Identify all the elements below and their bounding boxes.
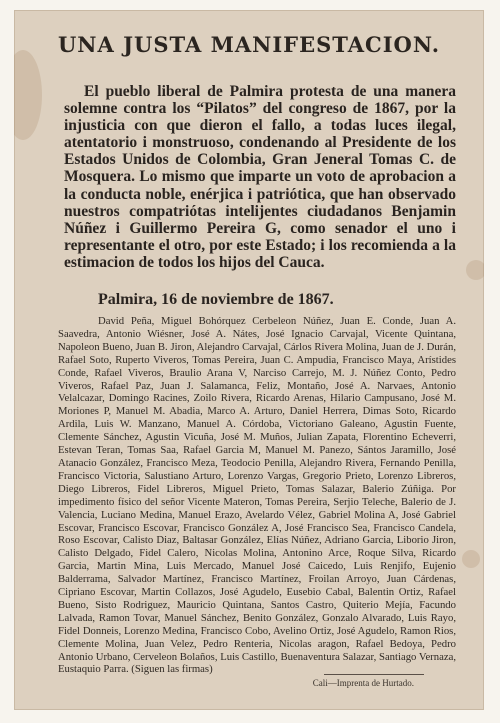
signatories-list: David Peña, Miguel Bohórquez Cerbeleon Núñez, Juan E. Conde, Juan A. Saavedra, Antonio Wiésner, José A. Nátes, José Ignacio Carvajal, Vicente Quintana, Napoleon Bueno, Juan B. Jiron, Alejandro Carvajal, Cárlos Rivera Molina, Juan de J. Durán, Rafael Soto, Ruperto Viveros, Tomas Pereira, Juan C. Ampudia, Francisco Maya, Arístides Conde, Rafael Viveros, Braulio Arana V, Narciso Carrejo, M. J. Núñez Conto, Pedro Viveros, Rafael Paz, Juan J. Salamanca, Feliz, Montaño, José A. Narvaes, Antonio Velalcazar, Domingo Racines, Zoilo Rivera, Ricardo Arenas, Hilario Campusano, José M. Moriones P, Manuel M. Abadia, Marco A. Arturo, Daniel Herrera, Dimas Soto, Ricardo Ardila, Luis W. Manzano, Manuel A. Córdoba, Victoriano Galeano, Agustin Fuente, Clemente Sánchez, Agustin Vicuña, José M. Muños, Julian Zapata, Florentino Echeverri, Estevan Teran, Tomas Saa, Rafael Garcia M, Manuel M. Panezo, Sántos Jaramillo, José Atanacio González, Francisco Meza, Teodocio Penilla, Alejandro Rivera, Fernando Penilla, Francisco Victoria, Salustiano Arturo, Lorenzo Vargas, Gregorio Prieto, Lorenzo Libreros, Diego Libreros, Fidel Libreros, Miguel Prieto, Tomas Salazar, Balerio Zúñiga. Por impedimento físico del señor Vicente Materon, Tomas Pereira, Serjio Teleche, Balerio de J. Valencia, Luciano Medina, Manuel Erazo, Avelardo Vélez, Gabriel Molina A, José Gabriel Escovar, Francisco Escovar, Francisco González A, José Francisco Sea, Francisco Candela, Roso Escovar, Calisto Diaz, Baltasar González, Elías Núñez, Adriano Garcia, Liborio Jiron, Calisto Delgado, Fidel Calero, Nicolas Molina, Antonino Arce, Roque Silva, Ricardo Garcia, Martin Mina, Luis Mercado, Manuel José Caicedo, Luis Renjifo, Eujenio Balderrama, Salvador Martínez, Francisco Martínez, Froilan Arroyo, Juan Cárdenas, Cipriano Escovar, Martin Collazos, José Agudelo, Eusebio Cabal, Balentin Ortiz, Rafael Bueno, Sisto Rodriguez, Mauricio Quintana, Santos Castro, Quiterio Mejía, Facundo Lalvada, Ramon Tovar, Manuel Sánchez, Benito González, Gonzalo Alvarado, Luis Rayo, Fidel Donneis, Lorenzo Medina, Francisco Cobo, Avelino Ortiz, José Agudelo, Ramon Rios, Clemente Molina, Juan Velez, Pedro Renteria, Nicolas aragon, Rafael Bedoya, Pedro Antonio Urbano, Cerveleon Bolaños, Luis Castillo, Buenaventura Salazar, Santiago Vernaza, Eustaquio Parra. (Siguen las firmas) — [58, 315, 456, 676]
stain-top-left — [14, 50, 42, 140]
document-title: UNA JUSTA MANIFESTACION. — [57, 32, 440, 57]
stain-right — [466, 260, 484, 280]
printer-imprint: Cali—Imprenta de Hurtado. — [312, 678, 414, 688]
stain-right-lower — [462, 550, 480, 568]
dateline: Palmira, 16 de noviembre de 1867. — [98, 291, 334, 308]
proclamation-text: El pueblo liberal de Palmira protesta de una manera solemne contra los “Pilatos” del congreso de 1867, por la injusticia con que dieron el fallo, a todas luces ilegal, atentatorio i monstruoso, condenando al Presidente de los Estados Unidos de Colombia, Gran Jeneral Tomas C. de Mosquera. Lo mismo que imparte un voto de aprobacion a la conducta noble, enérjica i patriótica, que han observado nuestros compatriótas intelijentes ciudadanos Benjamin Núñez i Guillermo Pereira G, como senador el uno i representante el otro, por este Estado; i los recomienda a la estimacion de todos los hijos del Cauca. — [64, 83, 456, 271]
broadside-sheet — [14, 10, 484, 710]
footer-rule — [324, 674, 424, 675]
